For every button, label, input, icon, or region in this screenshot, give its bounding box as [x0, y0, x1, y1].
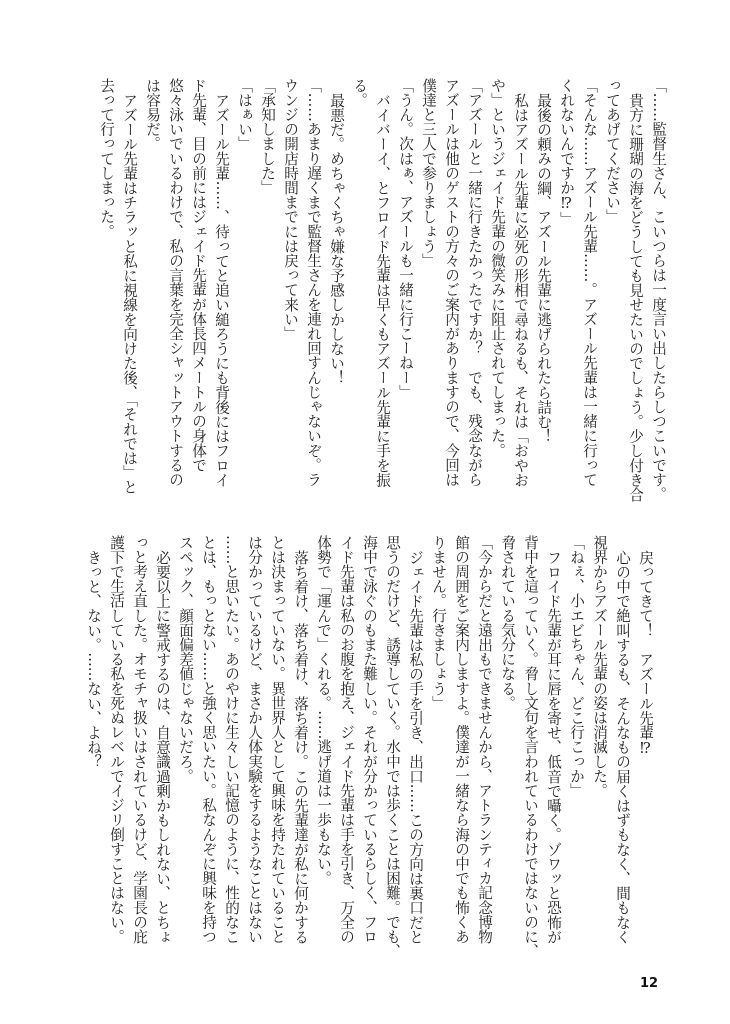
text-line: や」というジェイド先輩の微笑みに阻止されてしまった。	[489, 78, 506, 458]
text-line: りません。行きましょう」	[430, 535, 447, 711]
text-line: バイバーイ、とフロイド先輩は早くもアズール先輩に手を振	[374, 92, 391, 487]
text-line: 脅されている気分になる。	[499, 535, 516, 711]
text-line: 最後の頼みの綱、アズール先輩に逃げられたら詰む！	[535, 92, 552, 443]
text-line: 私はアズール先輩に必死の形相で尋ねるも、それは「おやお	[512, 92, 529, 487]
text-line: ド先輩、目の前にはジェイド先輩が体長四メートルの身体で	[190, 78, 207, 473]
text-line: る。	[351, 78, 368, 108]
text-line: 貴方に珊瑚の海をどうしても見せたいのでしょう。少し付き合	[627, 92, 644, 502]
text-line: ってあげてください」	[604, 78, 621, 224]
text-line: ウンジの開店時間までには戻って来い」	[282, 78, 299, 341]
text-line: 海中で泳ぐのもまた難しい。それが分かっているらしく、フロ	[361, 535, 378, 944]
text-line: きっと、ない。……ない、よね？	[85, 549, 102, 769]
text-line: 背中を這っていく。脅し文句を言われているわけではないのに、	[522, 535, 539, 959]
text-line: 「はぁい」	[236, 78, 253, 151]
text-line: 悠々泳いでいるわけで、私の言葉を完全シャットアウトするの	[167, 78, 184, 487]
text-line: 体勢で「運んで」くれる。……逃げ道は一歩もない。	[315, 535, 332, 886]
text-line: 視界からアズール先輩の姿は消滅した。	[591, 535, 608, 798]
text-line: とは決まっていない。異世界人として興味を持たれていること	[269, 535, 286, 944]
text-line: スペック、顔面偏差値じゃないだろ。	[177, 535, 194, 784]
text-block-top	[95, 78, 670, 502]
text-line: 戻ってきて！ アズール先輩⁉	[637, 549, 654, 757]
text-line: イド先輩は私のお腹を抱え、ジェイド先輩は手を引き、万全の	[338, 535, 355, 944]
text-line: くれないんですか⁉」	[558, 78, 575, 227]
text-line: アズール先輩……、待ってと追い縋ろうにも背後にはフロイ	[213, 92, 230, 487]
text-line: フロイド先輩が耳に唇を寄せ、低音で囁く。ゾワッと恐怖が	[545, 549, 562, 944]
text-line: は分かっているけど、まさか人体実験をするようなことはない	[246, 535, 263, 944]
text-line: ジェイド先輩は私の手を引き、出口……この方向は裏口だと	[407, 549, 424, 944]
text-line: 「アズールと一緒に行きたかったですか？ でも、残念ながら	[466, 78, 483, 487]
text-line: 「そんな……アズール先輩……。アズール先輩は一緒に行って	[581, 78, 598, 487]
text-line: 「今からだと遠出もできませんから、アトランティカ記念博物	[476, 535, 493, 944]
text-line: アズールは他のゲストの方々のご案内がありますので、今回は	[443, 78, 460, 487]
text-line: 思うのだけど、誘導していく。水中では歩くことは困難。でも、	[384, 535, 401, 959]
text-block-bottom	[82, 535, 657, 959]
text-line: 去って行ってしまった。	[98, 78, 115, 239]
text-line: っと考え直した。オモチャ扱いはされているけど、学園長の庇	[131, 535, 148, 944]
text-line: 「うん。次はぁ、アズールも一緒に行こーねー」	[397, 78, 414, 400]
text-line: 「ねぇ、小エビちゃん、どこ行こっか」	[568, 535, 585, 798]
text-line: ……と思いたい。あのやけに生々しい記憶のように、性的なこ	[223, 535, 240, 944]
text-line: とは、もっとない……と強く思いたい。私なんぞに興味を持つ	[200, 535, 217, 944]
page-number: 12	[640, 976, 659, 991]
text-line: 「……監督生さん、こいつらは一度言い出したらしつこいです。	[650, 78, 667, 502]
text-line: 最悪だ。めちゃくちゃ嫌な予感しかしない！	[328, 92, 345, 385]
text-line: 心の中で絶叫するも、そんなもの届くはずもなく、間もなく	[614, 549, 631, 944]
text-line: アズール先輩はチラッと私に視線を向けた後、「それでは」と	[121, 92, 138, 495]
text-line: は容易だ。	[144, 78, 161, 151]
text-line: 「承知しました」	[259, 78, 276, 195]
text-line: 館の周囲をご案内しますよ。僕達が一緒なら海の中でも怖くあ	[453, 535, 470, 944]
text-line: 「……あまり遅くまで監督生さんを連れ回すんじゃないぞ。ラ	[305, 78, 322, 487]
text-line: 護下で生活している私を死ぬレベルでイジリ倒すことはない。	[108, 535, 125, 944]
text-line: 必要以上に警戒するのは、自意識過剰かもしれない、とちょ	[154, 549, 171, 944]
text-line: 僕達と三人で参りましょう」	[420, 78, 437, 268]
text-line: 落ち着け、落ち着け、落ち着け。この先輩達が私に何かする	[292, 549, 309, 944]
